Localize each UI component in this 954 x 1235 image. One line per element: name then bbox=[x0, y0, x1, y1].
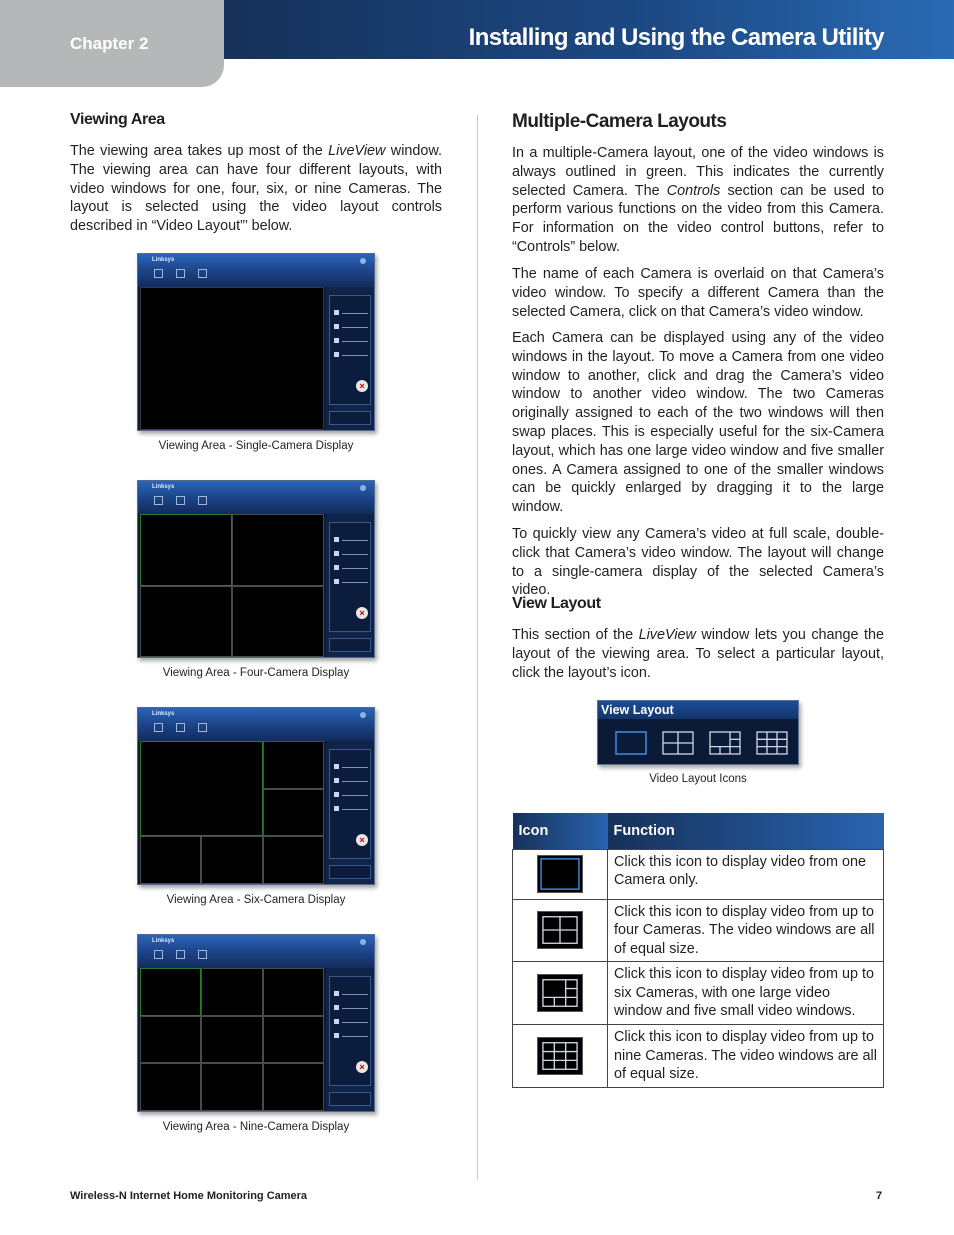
table-header-function: Function bbox=[608, 813, 884, 849]
single-camera-caption: Viewing Area - Single-Camera Display bbox=[158, 440, 354, 452]
toolbar-icon bbox=[176, 950, 185, 959]
header-bar bbox=[224, 0, 954, 59]
table-function-cell: Click this icon to display video from up to four Cameras. The video windows are all of equal size. bbox=[608, 899, 884, 962]
column-divider bbox=[477, 115, 478, 1180]
video-window bbox=[201, 1016, 262, 1064]
video-window bbox=[263, 789, 324, 837]
control-icon bbox=[334, 579, 339, 584]
control-icon bbox=[334, 991, 339, 996]
control-icon bbox=[334, 1005, 339, 1010]
control-icon bbox=[334, 778, 339, 783]
table-function-cell: Click this icon to display video from up to nine Cameras. The video windows are all of equal size. bbox=[608, 1025, 884, 1088]
view-layout-heading: View Layout bbox=[512, 595, 601, 612]
control-slider bbox=[342, 355, 368, 356]
controls-panel bbox=[329, 976, 371, 1086]
controls-panel bbox=[329, 295, 371, 405]
control-slider bbox=[342, 540, 368, 541]
table-header-row bbox=[513, 813, 884, 849]
screen-logo: Linksys bbox=[152, 484, 175, 490]
table-row bbox=[513, 1025, 884, 1088]
control-slider bbox=[342, 994, 368, 995]
six-camera-caption: Viewing Area - Six-Camera Display bbox=[166, 894, 346, 906]
video-window bbox=[263, 836, 324, 884]
screen-controls-panel bbox=[326, 514, 374, 657]
single-layout-icon bbox=[537, 855, 583, 893]
quad-layout-icon[interactable] bbox=[662, 731, 694, 755]
table-icon-cell bbox=[513, 1025, 608, 1088]
six-camera-screenshot bbox=[137, 707, 375, 885]
window-control-icon bbox=[360, 939, 366, 945]
control-slider bbox=[342, 313, 368, 314]
six-layout-icon[interactable] bbox=[709, 731, 741, 755]
video-window bbox=[263, 741, 324, 789]
toolbar-icon bbox=[154, 269, 163, 278]
control-icon bbox=[334, 792, 339, 797]
control-slider bbox=[342, 554, 368, 555]
nine-camera-screenshot bbox=[137, 934, 375, 1112]
control-icon bbox=[334, 764, 339, 769]
multiple-camera-heading: Multiple-Camera Layouts bbox=[512, 111, 727, 132]
nine-layout-icon[interactable] bbox=[756, 731, 788, 755]
view-layout-panel bbox=[597, 700, 799, 765]
control-icon bbox=[334, 324, 339, 329]
window-control-icon bbox=[360, 485, 366, 491]
controls-panel bbox=[329, 749, 371, 859]
control-slider bbox=[342, 341, 368, 342]
table-function-cell: Click this icon to display video from up to six Cameras, with one large video window and five small video windows. bbox=[608, 962, 884, 1025]
page-number: 7 bbox=[876, 1190, 883, 1202]
control-icon bbox=[334, 338, 339, 343]
control-slider bbox=[342, 568, 368, 569]
video-window bbox=[140, 1063, 201, 1111]
view-layout-mini-panel bbox=[329, 865, 371, 879]
page-title: Installing and Using the Camera Utility bbox=[468, 24, 884, 51]
close-icon: × bbox=[356, 607, 368, 619]
video-window bbox=[263, 968, 324, 1016]
video-window bbox=[263, 1016, 324, 1064]
toolbar-icon bbox=[154, 496, 163, 505]
video-window bbox=[232, 514, 324, 586]
screen-video-area bbox=[140, 287, 324, 430]
nine-camera-caption: Viewing Area - Nine-Camera Display bbox=[162, 1121, 350, 1133]
control-slider bbox=[342, 767, 368, 768]
control-slider bbox=[342, 795, 368, 796]
toolbar-icon bbox=[154, 723, 163, 732]
multiple-camera-paragraph-2: The name of each Camera is overlaid on that Camera’s video window. To specify a different Camera than the selected Camera, click on that Camera’s video window. bbox=[512, 266, 884, 320]
control-icon bbox=[334, 537, 339, 542]
multiple-camera-paragraph-3: Each Camera can be displayed using any of the video windows in the layout. To move a Camera from one video window to another, click and drag the Camera’s video window to another video window. The two Cameras originally assigned to each of the two windows will then swap places. This is especially useful for the six-Camera layout, which has one large video window and five smaller ones. A Camera assigned to one of the smaller windows can be quickly enlarged by dragging it to the large window. bbox=[512, 330, 884, 516]
screen-video-area bbox=[140, 514, 324, 657]
screen-controls-panel bbox=[326, 968, 374, 1111]
video-window bbox=[140, 741, 263, 836]
control-slider bbox=[342, 1036, 368, 1037]
quad-layout-icon bbox=[537, 911, 583, 949]
control-slider bbox=[342, 1022, 368, 1023]
video-window bbox=[140, 586, 232, 658]
single-camera-screenshot bbox=[137, 253, 375, 431]
screen-controls-panel bbox=[326, 287, 374, 430]
nine-layout-icon bbox=[537, 1037, 583, 1075]
toolbar-icon bbox=[198, 723, 207, 732]
chapter-tab bbox=[0, 0, 224, 87]
toolbar-icon bbox=[176, 723, 185, 732]
window-control-icon bbox=[360, 258, 366, 264]
four-camera-caption: Viewing Area - Four-Camera Display bbox=[162, 667, 350, 679]
screen-controls-panel bbox=[326, 741, 374, 884]
close-icon: × bbox=[356, 380, 368, 392]
video-window bbox=[201, 968, 262, 1016]
control-icon bbox=[334, 1033, 339, 1038]
video-window bbox=[201, 1063, 262, 1111]
control-icon bbox=[334, 806, 339, 811]
window-control-icon bbox=[360, 712, 366, 718]
video-window bbox=[263, 1063, 324, 1111]
video-window bbox=[140, 514, 232, 586]
close-icon: × bbox=[356, 834, 368, 846]
view-layout-mini-panel bbox=[329, 411, 371, 425]
toolbar-icon bbox=[198, 950, 207, 959]
view-layout-title: View Layout bbox=[598, 701, 798, 719]
six-layout-icon bbox=[537, 974, 583, 1012]
four-camera-screenshot bbox=[137, 480, 375, 658]
single-layout-icon[interactable] bbox=[615, 731, 647, 755]
video-window bbox=[140, 836, 201, 884]
control-icon bbox=[334, 310, 339, 315]
close-icon: × bbox=[356, 1061, 368, 1073]
control-slider bbox=[342, 582, 368, 583]
toolbar-icon bbox=[198, 496, 207, 505]
screen-logo: Linksys bbox=[152, 711, 175, 717]
viewing-area-paragraph: The viewing area takes up most of the LiveView window. The viewing area can have four different layouts, with video windows for one, four, six, or nine Cameras. The layout is selected using the video layout controls described in “Video Layout”’ below. bbox=[70, 143, 442, 235]
layout-icon-table bbox=[512, 813, 884, 1088]
screen-video-area bbox=[140, 741, 324, 884]
screen-logo: Linksys bbox=[152, 257, 175, 263]
screen-video-area bbox=[140, 968, 324, 1111]
multiple-camera-paragraph-1: In a multiple-Camera layout, one of the video windows is always outlined in green. This indicates the currently selected Camera. The Controls section can be used to perform various functions on the video from this Camera. For information on the video control buttons, refer to “Controls” below. bbox=[512, 145, 884, 255]
video-window bbox=[232, 586, 324, 658]
multiple-camera-paragraph-4: To quickly view any Camera’s video at full scale, double-click that Camera’s video window. The layout will change to a single-camera display of the selected Camera’s video. bbox=[512, 526, 884, 599]
control-slider bbox=[342, 1008, 368, 1009]
control-slider bbox=[342, 327, 368, 328]
view-layout-caption: Video Layout Icons bbox=[649, 773, 747, 785]
control-slider bbox=[342, 781, 368, 782]
video-window bbox=[140, 968, 201, 1016]
control-slider bbox=[342, 809, 368, 810]
toolbar-icon bbox=[154, 950, 163, 959]
control-icon bbox=[334, 551, 339, 556]
view-layout-mini-panel bbox=[329, 1092, 371, 1106]
table-icon-cell bbox=[513, 899, 608, 962]
control-icon bbox=[334, 565, 339, 570]
toolbar-icon bbox=[176, 496, 185, 505]
table-icon-cell bbox=[513, 849, 608, 899]
table-header-icon: Icon bbox=[513, 813, 608, 849]
video-window bbox=[140, 1016, 201, 1064]
table-function-cell: Click this icon to display video from one Camera only. bbox=[608, 849, 884, 899]
table-icon-cell bbox=[513, 962, 608, 1025]
screen-logo: Linksys bbox=[152, 938, 175, 944]
toolbar-icon bbox=[198, 269, 207, 278]
controls-panel bbox=[329, 522, 371, 632]
table-row bbox=[513, 899, 884, 962]
control-icon bbox=[334, 352, 339, 357]
view-layout-mini-panel bbox=[329, 638, 371, 652]
footer-product: Wireless-N Internet Home Monitoring Camera bbox=[70, 1190, 308, 1202]
table-row bbox=[513, 849, 884, 899]
chapter-label: Chapter 2 bbox=[70, 34, 149, 53]
viewing-area-heading: Viewing Area bbox=[70, 111, 165, 128]
view-layout-paragraph: This section of the LiveView window lets you change the layout of the viewing area. To select a particular layout, click the layout’s icon. bbox=[512, 627, 884, 681]
video-window bbox=[140, 287, 324, 430]
control-icon bbox=[334, 1019, 339, 1024]
toolbar-icon bbox=[176, 269, 185, 278]
video-window bbox=[201, 836, 262, 884]
table-row bbox=[513, 962, 884, 1025]
